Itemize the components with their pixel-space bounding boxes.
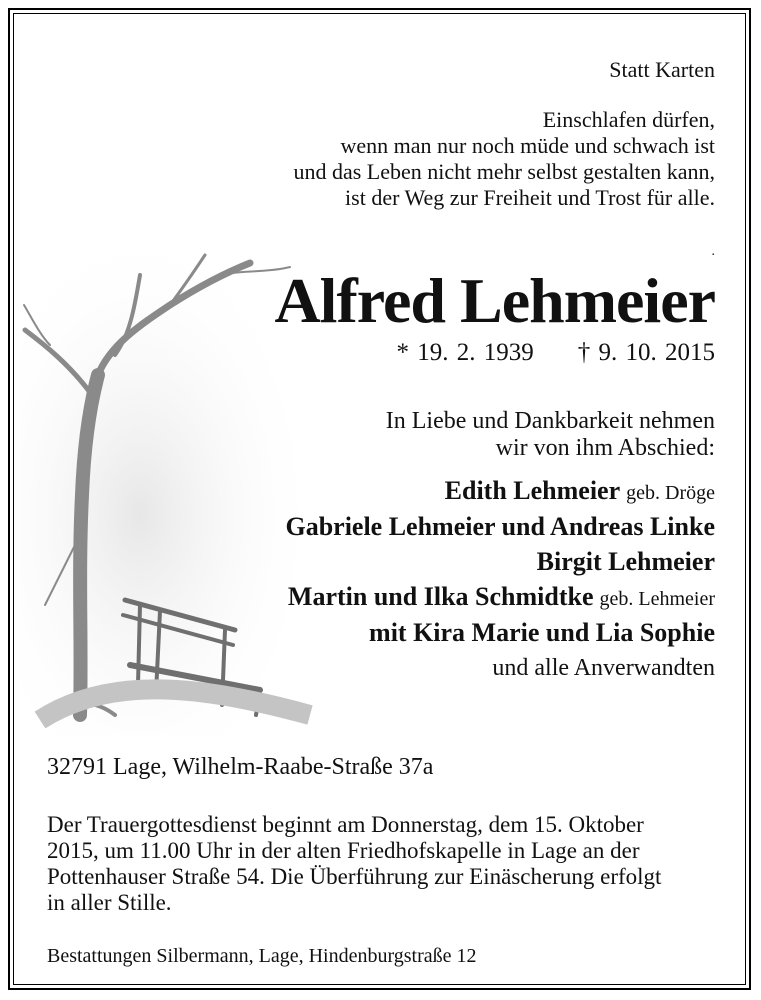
family-member-name: Martin und Ilka Schmidtke: [287, 582, 594, 611]
closing-line: und alle Anverwandten: [492, 655, 715, 681]
deceased-name: Alfred Lehmeier: [274, 265, 715, 336]
funeral-home: Bestattungen Silbermann, Lage, Hindenburgstraße 12: [47, 945, 477, 967]
intro-line: In Liebe und Dankbarkeit nehmen: [385, 408, 715, 434]
death-date: † 9. 10. 2015: [577, 339, 715, 366]
family-member-note: geb. Lehmeier: [599, 588, 715, 610]
poem-line: wenn man nur noch müde und schwach ist: [340, 133, 715, 158]
service-line: in aller Stille.: [47, 890, 172, 915]
family-member: [445, 474, 715, 510]
poem-line: ist der Weg zur Freiheit und Trost für alle.: [345, 185, 715, 210]
poem-line: Einschlafen dürfen,: [542, 107, 715, 132]
family-member-name: Birgit Lehmeier: [536, 547, 715, 576]
family-member: [537, 545, 715, 580]
family-member-name: mit Kira Marie und Lia Sophie: [369, 618, 715, 647]
family-member: [369, 616, 715, 651]
statt-karten: Statt Karten: [609, 57, 715, 82]
service-line: 2015, um 11.00 Uhr in der alten Friedhofskapelle in Lage an der: [47, 838, 640, 863]
dot-mark: .: [711, 244, 715, 259]
poem-line: und das Leben nicht mehr selbst gestalten kann,: [293, 159, 715, 184]
service-line: Pottenhauser Straße 54. Die Überführung zur Einäscherung erfolgt: [47, 864, 662, 889]
address: 32791 Lage, Wilhelm-Raabe-Straße 37a: [47, 754, 434, 780]
family-member-note: geb. Dröge: [626, 482, 715, 504]
family-member-name: Gabriele Lehmeier und Andreas Linke: [285, 512, 715, 541]
life-dates: [397, 338, 716, 368]
service-line: Der Trauergottesdienst beginnt am Donnerstag, dem 15. Oktober: [47, 812, 644, 837]
family-member-name: Edith Lehmeier: [444, 476, 621, 505]
family-member: [285, 510, 715, 545]
birth-date: * 19. 2. 1939: [396, 339, 534, 366]
family-member: [288, 580, 715, 616]
intro-line: wir von ihm Abschied:: [495, 435, 715, 461]
